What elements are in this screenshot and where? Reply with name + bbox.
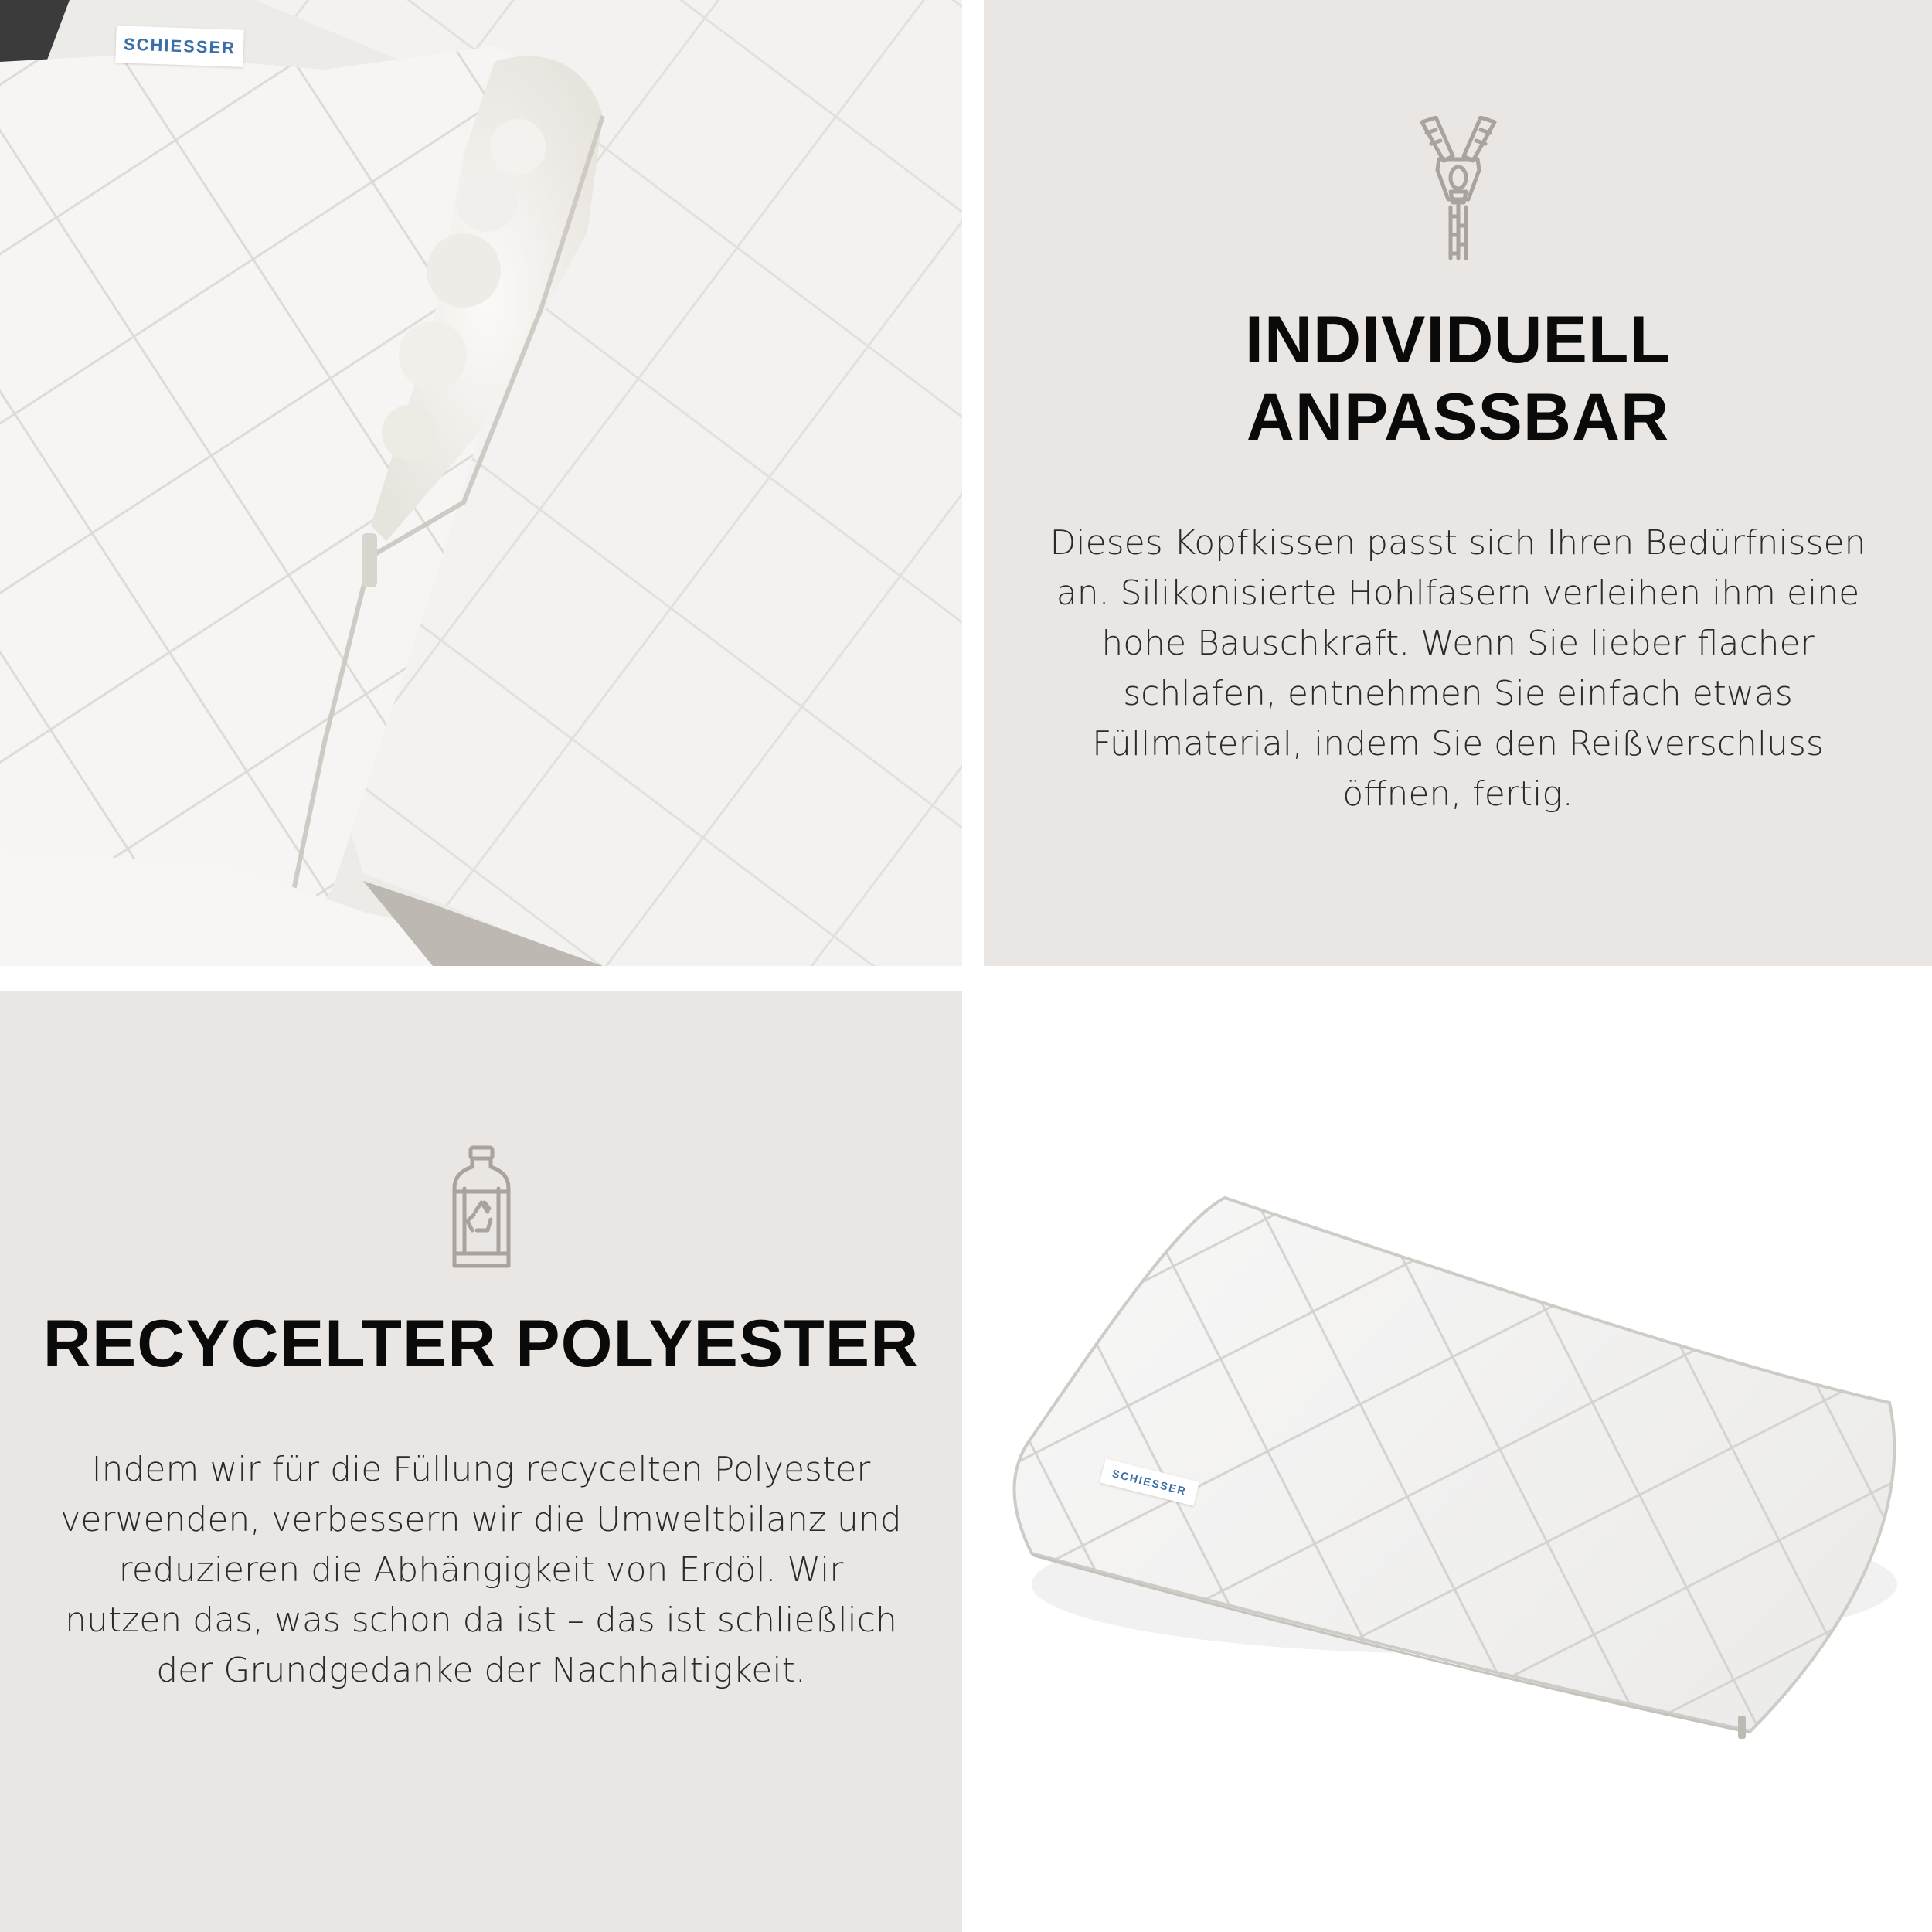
feature-title-adjustable: INDIVIDUELL ANPASSBAR	[1245, 303, 1671, 454]
pillow-with-open-zipper-photo	[0, 0, 962, 966]
recycled-bottle-icon	[451, 1145, 512, 1270]
feature-text-adjustable: Dieses Kopfkissen passt sich Ihren Bedürfnissen an. Silikonisierte Hohlfasern verleihen ihm eine hohe Bauschkraft. Wenn Sie lieber flacher schlafen, entnehmen Sie einfach etwas Füllmaterial, indem Sie den Reißverschluss öffnen, fertig.	[1049, 523, 1866, 814]
pillow-zipper-photo	[0, 0, 962, 966]
feature-title-recycled: RECYCELTER POLYESTER	[43, 1307, 920, 1381]
feature-panel-adjustable	[984, 0, 1932, 966]
feature-adjustable	[984, 116, 1932, 819]
brand-label: SCHIESSER	[1111, 1467, 1189, 1498]
quilted-pillow-photo	[962, 966, 1932, 1932]
pillow-product-photo	[962, 966, 1932, 1932]
brand-label: SCHIESSER	[123, 34, 236, 58]
feature-text-recycled: Indem wir für die Füllung recycelten Polyester verwenden, verbessern wir die Umweltbilanz und reduzieren die Abhängigkeit von Erdöl. Wir nutzen das, was schon da ist – das ist schließlich der Grundgedanke der Nachhaltigkeit.	[60, 1450, 902, 1690]
brand-label-tag	[115, 26, 244, 67]
zipper-icon	[1416, 116, 1501, 263]
feature-recycled	[0, 1145, 962, 1696]
feature-panel-recycled	[0, 991, 962, 1932]
